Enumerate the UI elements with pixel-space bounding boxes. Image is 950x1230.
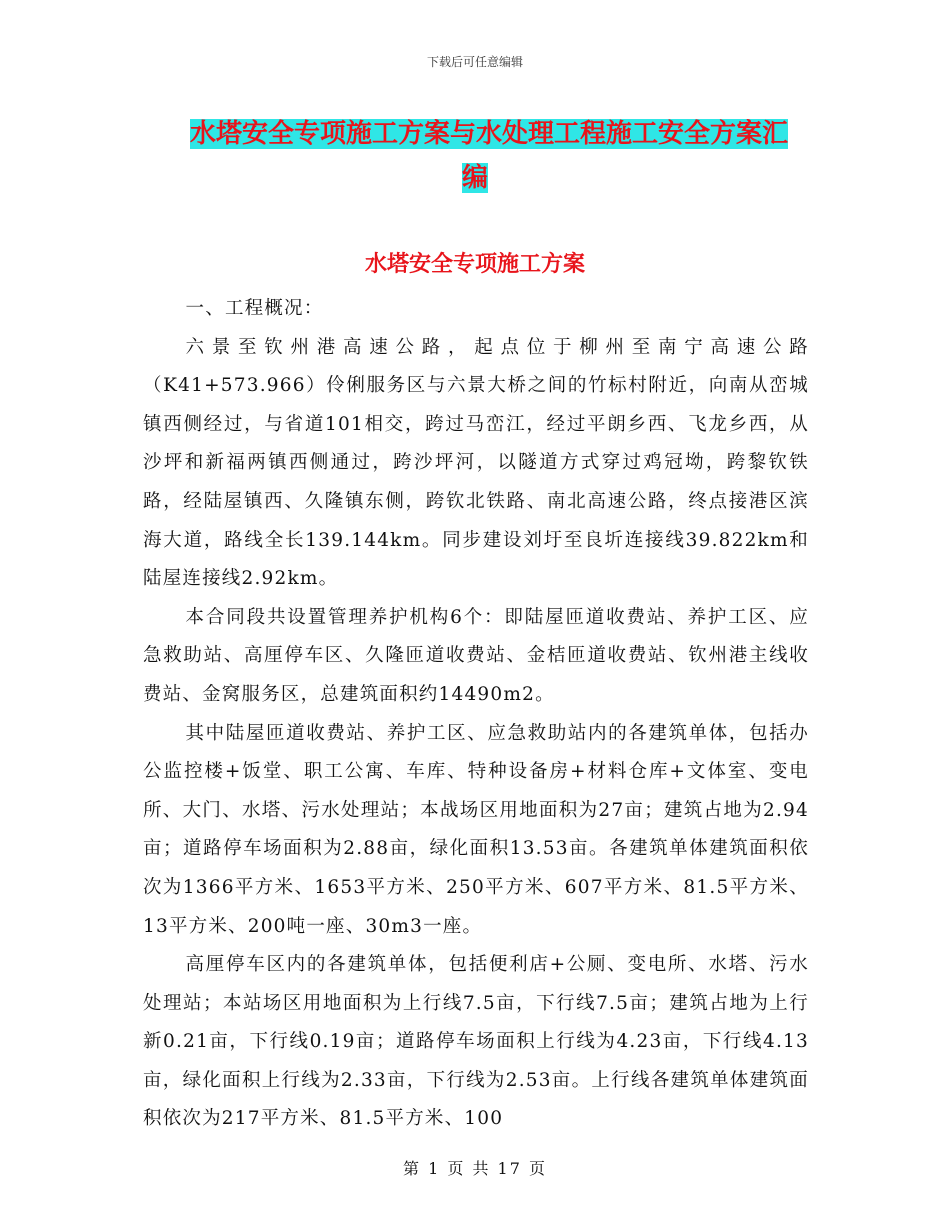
title-line-1: 水塔安全专项施工方案与水处理工程施工安全方案汇 (190, 119, 789, 149)
page-footer: 第 1 页 共 17 页 (403, 1159, 547, 1178)
paragraph: 六景至钦州港高速公路，起点位于柳州至南宁高速公路（K41+573.966）伶俐服务区与六景大桥之间的竹标村附近，向南从峦城镇西侧经过，与省道101相交，跨过马峦江，经过平朗乡西、飞龙乡西，从沙坪和新福两镇西侧通过，跨沙坪河，以隧道方式穿过鸡冠坳，跨黎钦铁路，经陆屋镇西、久隆镇东侧，跨钦北铁路、南北高速公路，终点接港区滨海大道，路线全长139.144km。同步建设刘圩至良圻连接线39.822km和陆屋连接线2.92km。 (143, 336, 809, 590)
body-text (143, 290, 809, 1139)
paragraph: 高厘停车区内的各建筑单体，包括便利店+公厕、变电所、水塔、污水处理站；本站场区用地面积为上行线7.5亩，下行线7.5亩；建筑占地为上行新0.21亩，下行线0.19亩；道路停车场面积上行线为4.23亩，下行线4.13亩，绿化面积上行线为2.33亩，下行线为2.53亩。上行线各建筑单体建筑面积依次为217平方米、81.5平方米、100 (143, 954, 809, 1130)
title-line-2: 编 (461, 163, 488, 193)
paragraph-heading: 一、工程概况： (185, 298, 324, 319)
section-title: 水塔安全专项施工方案 (364, 252, 585, 277)
paragraph: 本合同段共设置管理养护机构6个：即陆屋匝道收费站、养护工区、应急救助站、高厘停车区、久隆匝道收费站、金桔匝道收费站、钦州港主线收费站、金窝服务区，总建筑面积约14490m2。 (143, 606, 809, 705)
header-note: 下载后可任意编辑 (426, 55, 523, 69)
paragraph: 其中陆屋匝道收费站、养护工区、应急救助站内的各建筑单体，包括办公监控楼+饭堂、职工公寓、车库、特种设备房+材料仓库+文体室、变电所、大门、水塔、污水处理站；本战场区用地面积为27亩；建筑占地为2.94亩；道路停车场面积为2.88亩，绿化面积13.53亩。各建筑单体建筑面积依次为1366平方米、1653平方米、250平方米、607平方米、81.5平方米、13平方米、200吨一座、30m3一座。 (143, 722, 809, 937)
document-title (190, 112, 810, 200)
